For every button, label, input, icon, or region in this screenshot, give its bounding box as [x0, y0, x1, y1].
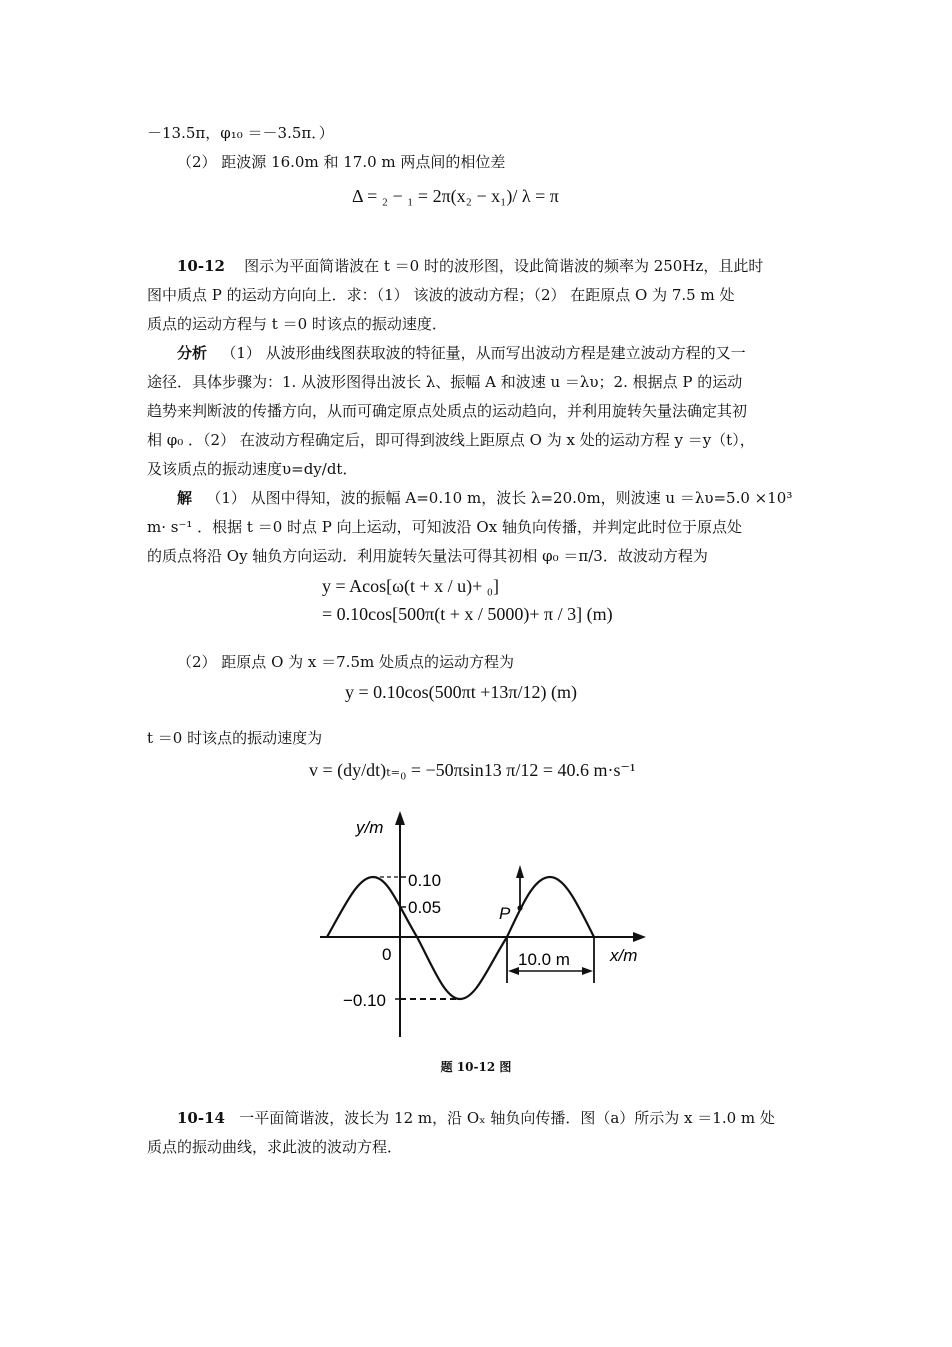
text-line: （2） 距原点 O 为 x ＝7.5m 处质点的运动方程为 [177, 653, 514, 671]
equation-velocity: v = (dy/dt)ₜ₌₀ = −50πsin13 π/12 = 40.6 m·s⁻¹ [309, 760, 636, 780]
problem-text: 一平面简谐波，波长为 12 m，沿 Oₓ 轴负向传播．图（a）所示为 x ＝1.0 m 处 [239, 1109, 775, 1127]
y-axis-label: y/m [356, 818, 384, 837]
text-line: 及该质点的振动速度υ=dy/dt． [147, 460, 358, 478]
text-line: 图中质点 P 的运动方向向上．求：（1） 该波的波动方程；（2） 在距原点 O 为 7.5 m 处 [147, 286, 735, 304]
problem-number: 10-12 [177, 257, 225, 275]
tick-label-neg010: −0.10 [343, 991, 387, 1010]
equation-motion: y = 0.10cos(500πt +13π/12) (m) [345, 682, 577, 702]
problem-text: 图示为平面简谐波在 t ＝0 时的波形图，设此简谐波的频率为 250Hz，且此时 [244, 257, 764, 275]
dimension-arrow-right [582, 967, 593, 975]
text-line: t ＝0 时该点的振动速度为 [147, 729, 323, 747]
tick-label-005: 0.05 [408, 898, 442, 917]
analysis-text: （1） 从波形曲线图获取波的特征量，从而写出波动方程是建立波动方程的又一 [221, 344, 746, 362]
solution-heading: 解 [177, 489, 193, 507]
velocity-arrowhead [516, 865, 524, 878]
problem-number: 10-14 [177, 1109, 225, 1127]
text-line: 的质点将沿 Oy 轴负方向运动．利用旋转矢量法可得其初相 φ₀ ＝π/3．故波动方程为 [147, 547, 708, 565]
figure-caption: 题 10-12 图 [440, 1060, 512, 1074]
waveform-figure [300, 805, 660, 1045]
equation-wave-general: y = Acos[ω(t + x / u)+ ₀] [322, 576, 500, 596]
text-line: 质点的运动方程与 t ＝0 时该点的振动速度． [147, 315, 447, 333]
problem-10-14-line [177, 1107, 842, 1129]
text-line: －13.5π，φ₁₀ ＝－3.5π．） [147, 124, 334, 142]
solution-line [177, 487, 842, 509]
text-line: 相 φ₀ ．（2） 在波动方程确定后，即可得到波线上距原点 O 为 x 处的运动方程 y ＝y（t）， [147, 431, 755, 449]
analysis-heading: 分析 [177, 344, 208, 362]
x-axis-arrow [633, 932, 646, 942]
x-axis-label: x/m [610, 946, 638, 965]
equation-wave-numeric: = 0.10cos[500π(t + x / 5000)+ π / 3] (m) [322, 604, 613, 624]
origin-label: 0 [382, 945, 392, 964]
analysis-line [177, 342, 842, 364]
equation-phase-difference: Δ = ₂ − ₁ = 2π(x₂ − x₁)/ λ = π [352, 186, 559, 206]
text-line: 质点的振动曲线，求此波的波动方程． [147, 1138, 403, 1156]
text-line: m· s⁻¹ ．根据 t ＝0 时点 P 向上运动，可知波沿 Ox 轴负向传播，并判定此时位于原点处 [147, 518, 742, 536]
solution-text: （1） 从图中得知，波的振幅 A=0.10 m，波长 λ=20.0m，则波速 u ＝λυ=5.0 ×10³ [206, 489, 793, 507]
problem-10-12-line [177, 255, 842, 277]
y-axis-arrow [395, 811, 405, 825]
text-line: （2） 距波源 16.0m 和 17.0 m 两点间的相位差 [177, 153, 506, 171]
wavelength-label: 10.0 m [518, 950, 570, 969]
text-line: 途径．具体步骤为：1. 从波形图得出波长 λ、振幅 A 和波速 u ＝λυ；2. 根据点 P 的运动 [147, 373, 743, 391]
tick-label-010: 0.10 [408, 871, 442, 890]
text-line: 趋势来判断波的传播方向，从而可确定原点处质点的运动趋向，并利用旋转矢量法确定其初 [147, 402, 748, 420]
point-p-label: P [499, 904, 511, 923]
